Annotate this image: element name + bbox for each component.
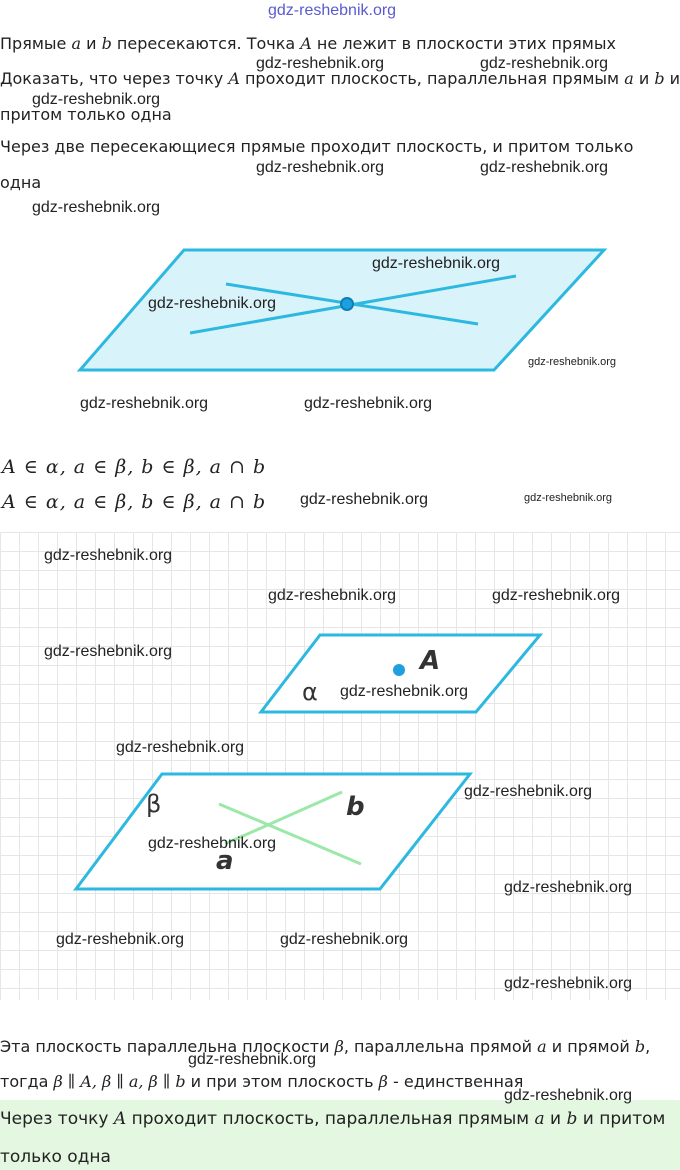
- watermark: gdz-reshebnik.org: [148, 835, 277, 852]
- var-a: a: [71, 34, 81, 53]
- problem-line-3: притом только одна: [0, 105, 172, 124]
- watermark: gdz-reshebnik.org: [372, 255, 501, 272]
- var-A: A: [228, 69, 240, 88]
- watermark: gdz-reshebnik.org: [304, 395, 433, 412]
- text: и: [664, 69, 680, 88]
- label-beta: β: [146, 790, 162, 818]
- text: пересекаются. Точка: [111, 34, 301, 53]
- watermark: gdz-reshebnik.org: [464, 783, 593, 800]
- watermark: gdz-reshebnik.org: [492, 587, 621, 604]
- watermark: gdz-reshebnik.org: [504, 1087, 633, 1104]
- watermark: gdz-reshebnik.org: [56, 931, 185, 948]
- watermark: gdz-reshebnik.org: [268, 587, 397, 604]
- conclusion-line-2: [0, 1071, 523, 1093]
- var-b: b: [654, 69, 665, 88]
- text: проходит плоскость, параллельная прямым: [126, 1109, 535, 1129]
- watermark: gdz-reshebnik.org: [116, 739, 245, 756]
- text: не лежит в плоскости этих прямых: [311, 34, 616, 53]
- theorem-line-1: Через две пересекающиеся прямые проходит плоскость, и притом только: [0, 137, 634, 156]
- plane-beta-shape: [76, 774, 470, 889]
- var-a: a: [534, 1109, 545, 1129]
- watermark: gdz-reshebnik.org: [504, 975, 633, 992]
- var-A: A: [113, 1109, 127, 1129]
- watermark: gdz-reshebnik.org: [44, 643, 173, 660]
- label-a: a: [216, 846, 234, 876]
- watermark: gdz-reshebnik.org: [44, 547, 173, 564]
- text: и: [544, 1109, 567, 1129]
- intersection-point: [341, 298, 353, 310]
- point-A: [393, 664, 405, 676]
- formula-1: A ∈ α, a ∈ β, b ∈ β, a ∩ b: [2, 456, 267, 478]
- math-expression: β ∥ A, β ∥ a, β ∥ b: [53, 1072, 186, 1091]
- watermark: gdz-reshebnik.org: [80, 395, 209, 412]
- text: Эта плоскость параллельна плоскости: [0, 1037, 335, 1056]
- watermark: gdz-reshebnik.org: [528, 356, 617, 368]
- text: и прямой: [546, 1037, 635, 1056]
- text: ,: [645, 1037, 651, 1056]
- text: и притом: [577, 1109, 666, 1129]
- theorem-line-2: одна: [0, 173, 42, 192]
- var-b: b: [566, 1109, 578, 1129]
- conclusion-line-1: [0, 1036, 650, 1058]
- var-beta: β: [334, 1037, 344, 1056]
- watermark: gdz-reshebnik.org: [480, 159, 609, 176]
- watermark-top[interactable]: gdz-reshebnik.org: [268, 2, 397, 19]
- text: проходит плоскость, параллельная прямым: [239, 69, 625, 88]
- watermark: gdz-reshebnik.org: [300, 491, 429, 508]
- problem-line-1: [0, 33, 616, 55]
- text: и: [633, 69, 655, 88]
- watermark: gdz-reshebnik.org: [504, 879, 633, 896]
- text: , параллельна прямой: [343, 1037, 538, 1056]
- watermark: gdz-reshebnik.org: [148, 295, 277, 312]
- var-b: b: [101, 34, 112, 53]
- watermark: gdz-reshebnik.org: [280, 931, 409, 948]
- text: Прямые: [0, 34, 72, 53]
- label-alpha: α: [302, 678, 318, 706]
- var-b: b: [634, 1037, 646, 1056]
- watermark: gdz-reshebnik.org: [188, 1051, 317, 1068]
- text: и при этом плоскость: [185, 1072, 379, 1091]
- text: Через точку: [0, 1109, 114, 1129]
- var-a: a: [624, 69, 634, 88]
- watermark: gdz-reshebnik.org: [524, 492, 613, 504]
- text: - единственная: [387, 1072, 524, 1091]
- formula-2: A ∈ α, a ∈ β, b ∈ β, a ∩ b: [2, 491, 267, 513]
- text: тогда: [0, 1072, 54, 1091]
- watermark: gdz-reshebnik.org: [32, 91, 161, 108]
- text: и: [81, 34, 102, 53]
- watermark: gdz-reshebnik.org: [256, 159, 385, 176]
- text: Доказать, что через точку: [0, 69, 229, 88]
- var-A: A: [300, 34, 312, 53]
- answer-line-1: [0, 1108, 665, 1130]
- watermark: gdz-reshebnik.org: [32, 199, 161, 216]
- watermark: gdz-reshebnik.org: [340, 683, 469, 700]
- var-a: a: [537, 1037, 547, 1056]
- label-b: b: [346, 792, 365, 822]
- label-A: A: [420, 646, 441, 676]
- answer-line-2: только одна: [0, 1147, 111, 1167]
- var-beta: β: [378, 1072, 388, 1091]
- watermark: gdz-reshebnik.org: [480, 55, 609, 72]
- watermark: gdz-reshebnik.org: [256, 55, 385, 72]
